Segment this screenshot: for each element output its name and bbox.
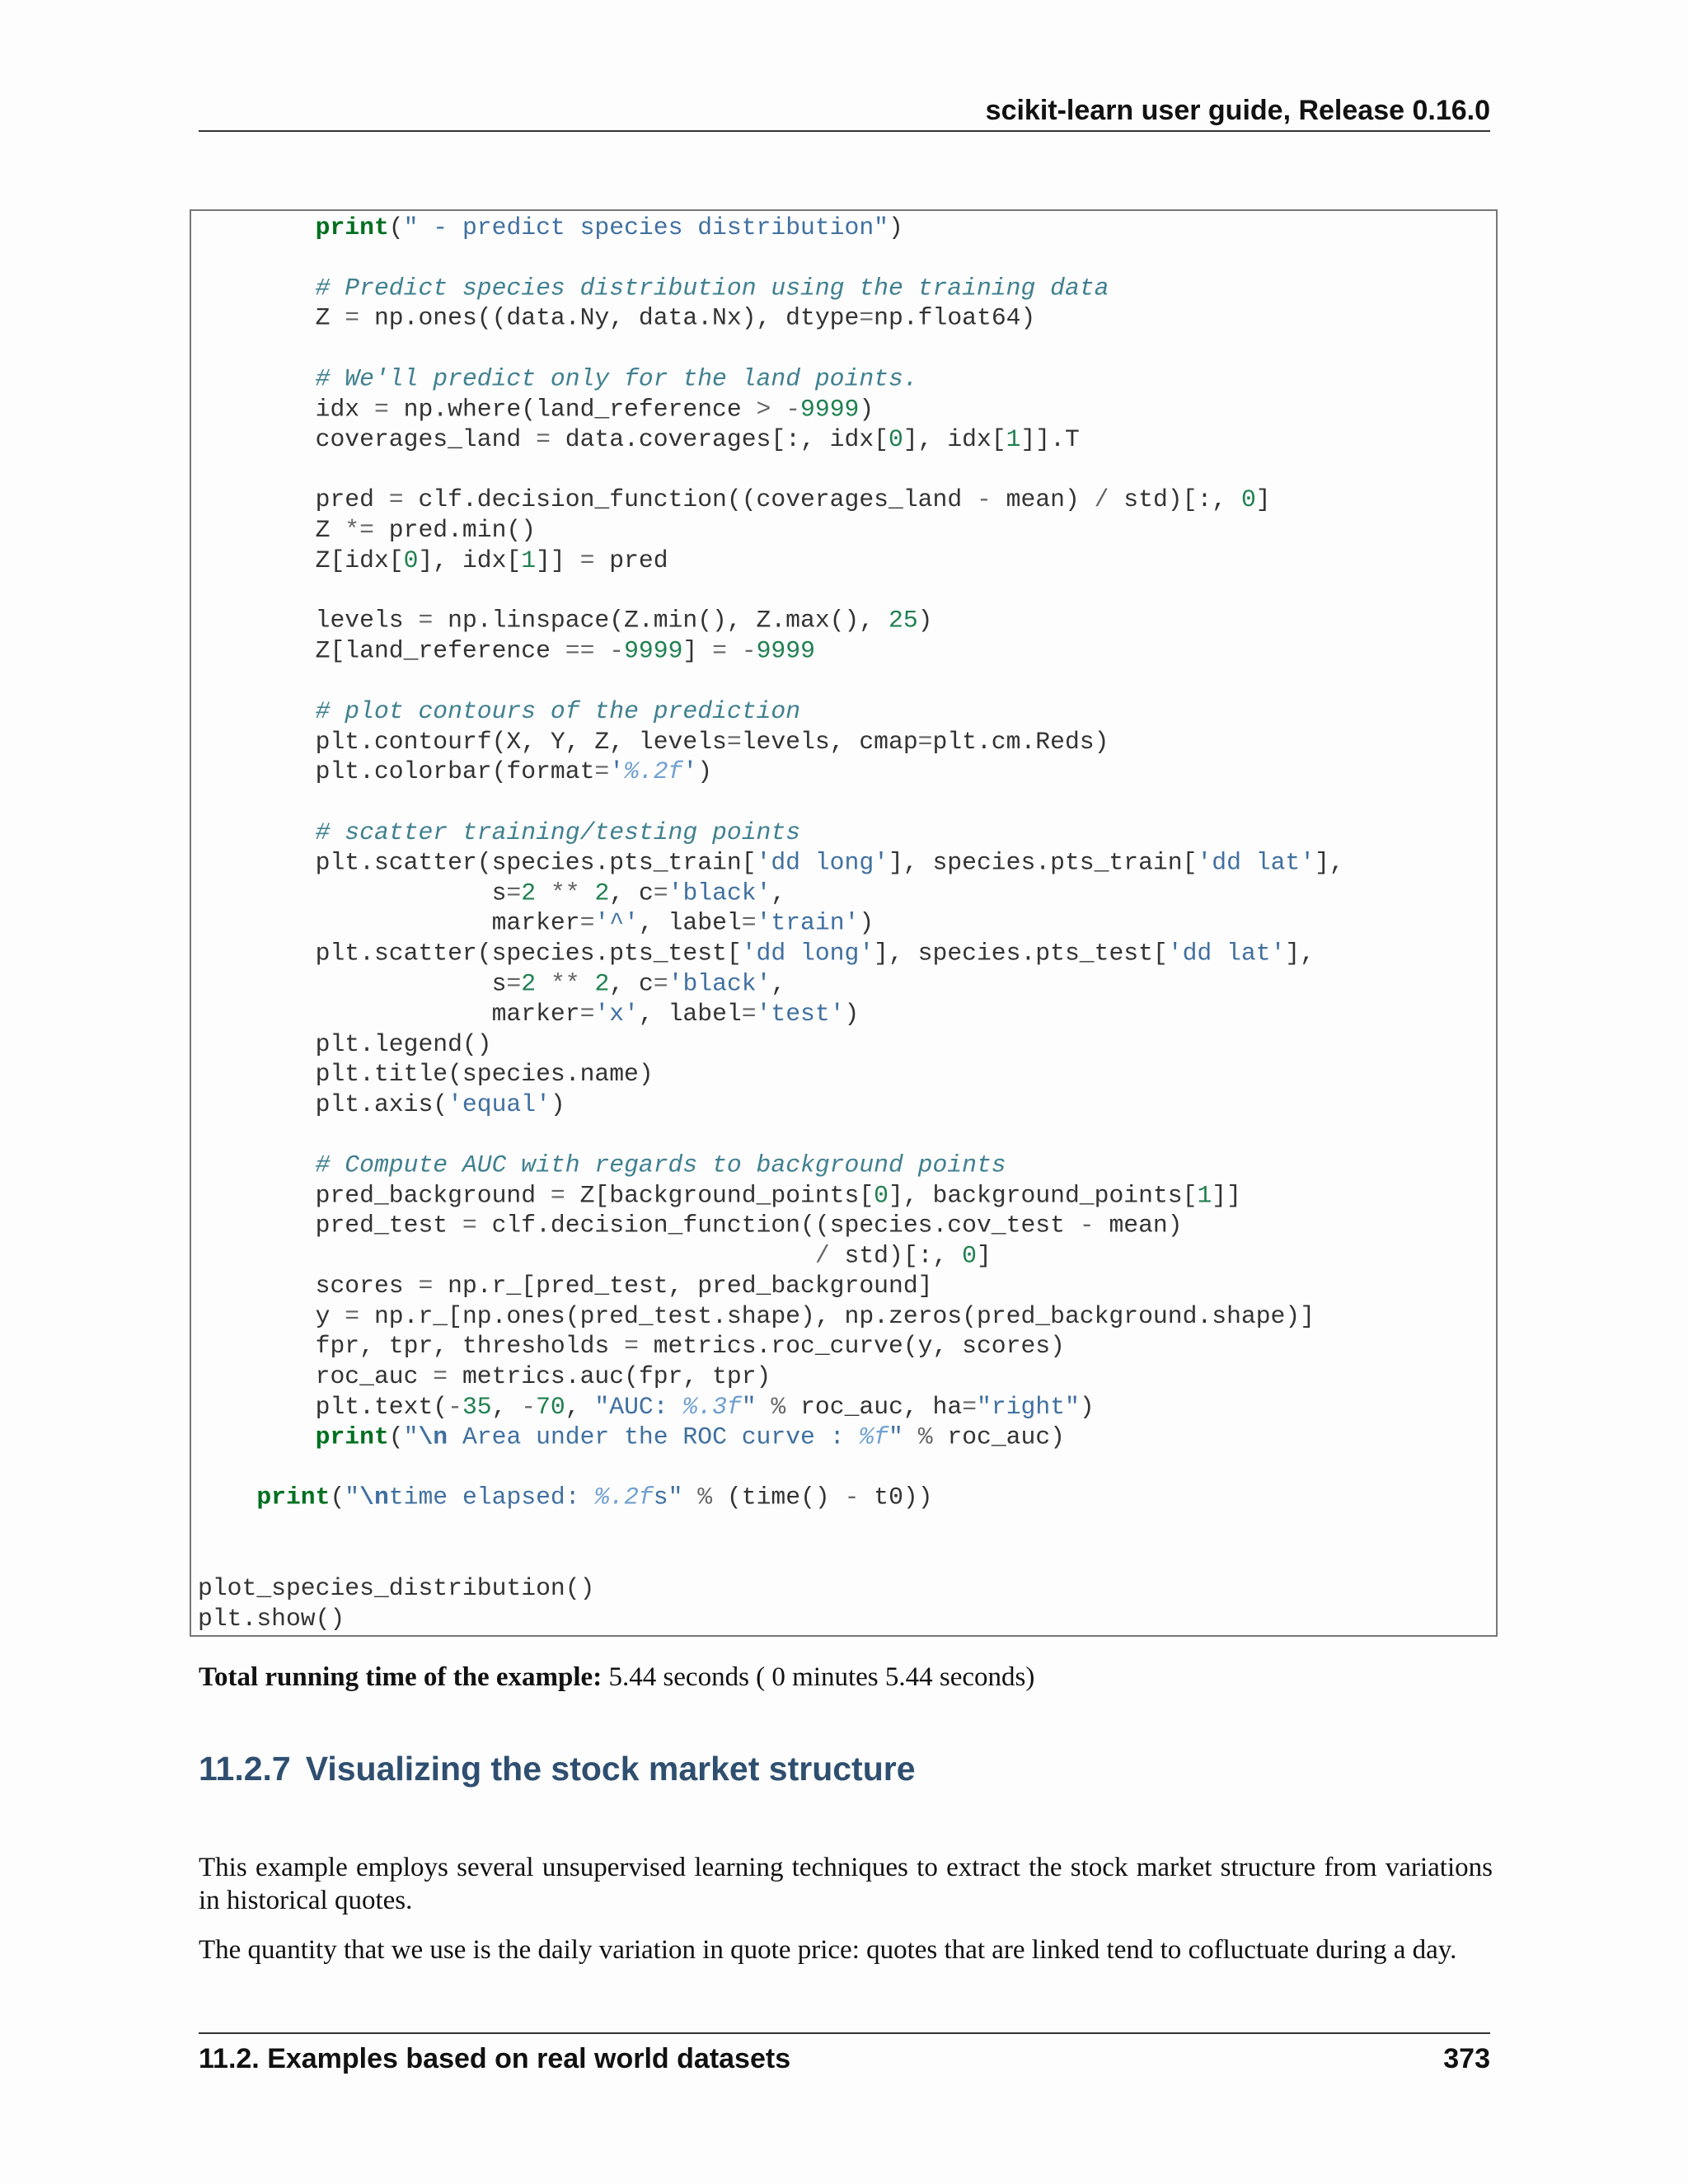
header-rule bbox=[199, 130, 1490, 132]
code-block bbox=[190, 209, 1498, 1637]
code-line: fpr, tpr, thresholds = metrics.roc_curve(y, scores) bbox=[198, 1332, 1065, 1361]
code-line: print("\ntime elapsed: %.2fs" % (time() - t0)) bbox=[256, 1483, 933, 1511]
footer-section-title: 11.2. Examples based on real world datasets bbox=[199, 2043, 791, 2074]
code-line: coverages_land = data.coverages[:, idx[0], idx[1]].T bbox=[198, 424, 1080, 453]
code-line: levels = np.linspace(Z.min(), Z.max(), 25) bbox=[198, 606, 933, 635]
section-title: Visualizing the stock market structure bbox=[305, 1750, 916, 1788]
code-line: # Predict species distribution using the training data bbox=[315, 274, 1109, 302]
code-line: # We'll predict only for the land points. bbox=[315, 364, 918, 393]
code-line bbox=[198, 787, 1344, 818]
code-line: print("\n Area under the ROC curve : %f" % roc_auc) bbox=[315, 1422, 1066, 1451]
section-heading bbox=[199, 1747, 916, 1790]
code-line: plt.colorbar(format='%.2f') bbox=[198, 757, 713, 786]
code-line: # Compute AUC with regards to background points bbox=[315, 1151, 1006, 1179]
code-line: s=2 ** 2, c='black', bbox=[198, 969, 786, 998]
code-line: idx = np.where(land_reference > -9999) bbox=[198, 395, 874, 424]
code-line bbox=[198, 1513, 1344, 1544]
code-line: y = np.r_[np.ones(pred_test.shape), np.zeros(pred_background.shape)] bbox=[198, 1301, 1315, 1330]
code-line: marker='x', label='test') bbox=[198, 999, 860, 1028]
code-line bbox=[198, 666, 1344, 696]
code-line: Z = np.ones((data.Ny, data.Nx), dtype=np.float64) bbox=[198, 304, 1036, 332]
code-line bbox=[198, 243, 1344, 274]
code-line: Z[idx[0], idx[1]] = pred bbox=[198, 546, 668, 574]
code-line bbox=[198, 1543, 1344, 1573]
code-line bbox=[198, 1120, 1344, 1151]
running-time-value: 5.44 seconds ( 0 minutes 5.44 seconds) bbox=[608, 1662, 1035, 1692]
running-time-label: Total running time of the example: bbox=[199, 1662, 603, 1692]
code-line: plt.show() bbox=[198, 1604, 345, 1633]
code-line: pred_background = Z[background_points[0], background_points[1]] bbox=[198, 1181, 1241, 1209]
code-line bbox=[198, 1452, 1344, 1483]
code-line bbox=[198, 455, 1344, 485]
running-time-note bbox=[199, 1659, 1034, 1695]
code-line: plot_species_distribution() bbox=[198, 1574, 595, 1602]
running-header: scikit-learn user guide, Release 0.16.0 bbox=[985, 95, 1490, 126]
code-line: roc_auc = metrics.auc(fpr, tpr) bbox=[198, 1362, 771, 1391]
code-line: plt.scatter(species.pts_train['dd long'], species.pts_train['dd lat'], bbox=[198, 848, 1344, 877]
code-line: plt.title(species.name) bbox=[198, 1060, 654, 1089]
code-line: Z[land_reference == -9999] = -9999 bbox=[198, 636, 815, 665]
section-number: 11.2.7 bbox=[199, 1750, 291, 1788]
paragraph: This example employs several unsupervised learning techniques to extract the stock market structure from variations in historical quotes. bbox=[199, 1853, 1493, 1915]
code-line: s=2 ** 2, c='black', bbox=[198, 879, 786, 907]
code-line: # plot contours of the prediction bbox=[315, 697, 801, 725]
code-line: pred_test = clf.decision_function((species.cov_test - mean) bbox=[198, 1211, 1183, 1240]
code-line: print(" - predict species distribution") bbox=[315, 213, 903, 241]
code-line: plt.scatter(species.pts_test['dd long'], species.pts_test['dd lat'], bbox=[198, 939, 1315, 968]
code-line: / std)[:, 0] bbox=[814, 1241, 992, 1270]
code-line bbox=[198, 334, 1344, 364]
code-line: plt.legend() bbox=[198, 1029, 492, 1058]
code-line: pred = clf.decision_function((coverages_land - mean) / std)[:, 0] bbox=[198, 485, 1271, 514]
paragraph: The quantity that we use is the daily variation in quote price: quotes that are linked tend to cofluctuate during a day. bbox=[199, 1935, 1457, 1965]
code-line: scores = np.r_[pred_test, pred_background] bbox=[198, 1272, 933, 1301]
code-line: Z *= pred.min() bbox=[198, 515, 537, 544]
footer-rule bbox=[199, 2032, 1490, 2034]
code-line: marker='^', label='train') bbox=[198, 908, 874, 937]
code-line: plt.contourf(X, Y, Z, levels=levels, cmap=plt.cm.Reds) bbox=[198, 727, 1109, 756]
code-line bbox=[198, 575, 1344, 606]
page-number: 373 bbox=[1443, 2043, 1490, 2074]
code-line: plt.axis('equal') bbox=[198, 1090, 565, 1118]
code-line: # scatter training/testing points bbox=[315, 818, 801, 846]
code-listing bbox=[198, 213, 1344, 1633]
code-line: plt.text(-35, -70, "AUC: %.3f" % roc_auc, ha="right") bbox=[198, 1392, 1095, 1421]
